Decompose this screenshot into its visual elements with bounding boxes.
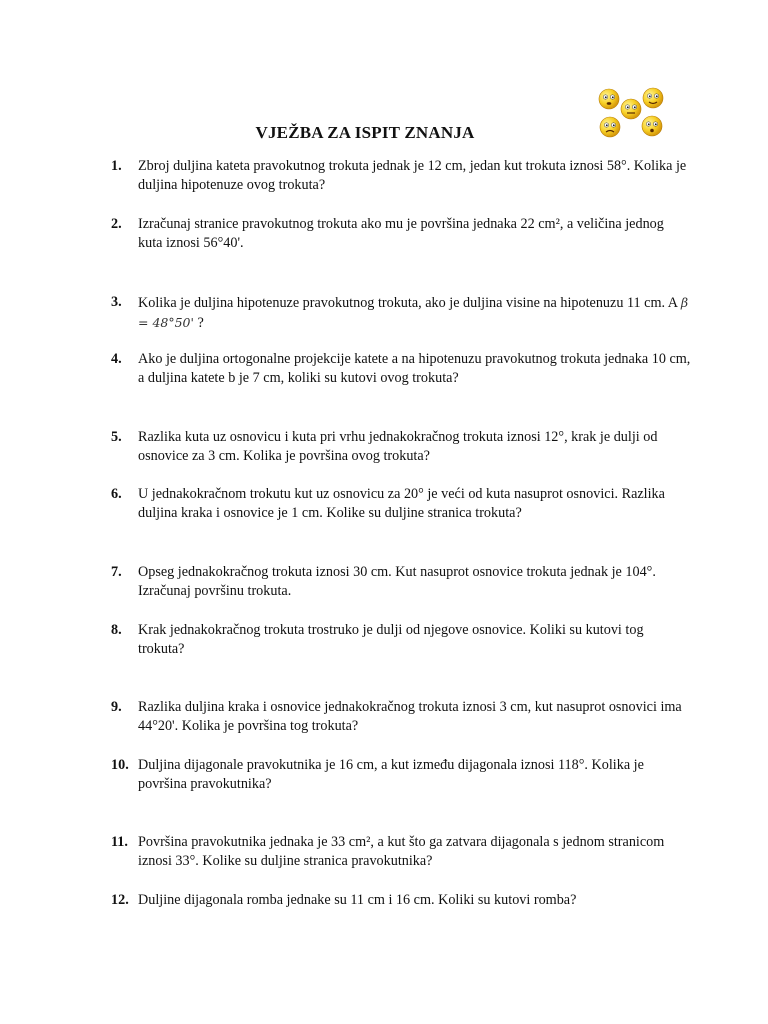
question-item — [111, 756, 691, 794]
question-item — [111, 215, 691, 253]
question-text: Razlika duljina kraka i osnovice jednakokračnog trokuta iznosi 3 cm, kut nasuprot osnovici ima 44°20'. Kolika je površina tog trokuta? — [138, 699, 682, 734]
question-text: Površina pravokutnika jednaka je 33 cm², a kut što ga zatvara dijagonala s jednom stranicom iznosi 33°. Kolike su duljine stranica pravokutnika? — [138, 834, 665, 869]
question-number: 11. — [111, 834, 128, 850]
question-number: 2. — [111, 216, 122, 232]
question-number: 10. — [111, 757, 129, 773]
question-text: Duljina dijagonale pravokutnika je 16 cm, a kut između dijagonala iznosi 118°. Kolika je površina pravokutnika? — [138, 757, 644, 792]
question-text: Izračunaj stranice pravokutnog trokuta ako mu je površina jednaka 22 cm², a veličina jednog kuta iznosi 56°40'. — [138, 216, 664, 251]
question-text-part: ? — [197, 315, 204, 331]
question-text: Razlika kuta uz osnovicu i kuta pri vrhu jednakokračnog trokuta iznosi 12°, krak je dulji od osnovice za 3 cm. Kolika je površina ovog trokuta? — [138, 429, 658, 464]
question-item — [111, 485, 691, 523]
question-item — [111, 698, 691, 736]
question-item — [111, 293, 691, 333]
question-text: U jednakokračnom trokutu kut uz osnovicu za 20° je veći od kuta nasuprot osnovici. Razlika duljina kraka i osnovice je 1 cm. Kolike su duljine stranica trokuta? — [138, 486, 665, 521]
question-text: Krak jednakokračnog trokuta trostruko je dulji od njegove osnovice. Koliki su kutovi tog trokuta? — [138, 622, 644, 657]
question-text: Duljine dijagonala romba jednake su 11 cm i 16 cm. Koliki su kutovi romba? — [138, 892, 577, 908]
question-number: 5. — [111, 429, 122, 445]
question-number: 12. — [111, 892, 129, 908]
question-number: 7. — [111, 564, 122, 580]
question-item — [111, 891, 691, 910]
question-item — [111, 621, 691, 659]
question-text-part: Kolika je duljina hipotenuze pravokutnog trokuta, ako je duljina visine na hipotenuzu 11 cm. A — [138, 295, 678, 311]
angle-formula: β = 48°50' — [138, 295, 689, 330]
question-text: Zbroj duljina kateta pravokutnog trokuta jednak je 12 cm, jedan kut trokuta iznosi 58°. Kolika je duljina hipotenuze ovog trokuta? — [138, 158, 687, 193]
question-text: Opseg jednakokračnog trokuta iznosi 30 cm. Kut nasuprot osnovice trokuta jednak je 104°. Izračunaj površinu trokuta. — [138, 564, 656, 599]
question-number: 3. — [111, 294, 122, 310]
question-number: 1. — [111, 158, 122, 174]
question-item — [111, 428, 691, 466]
question-text: Ako je duljina ortogonalne projekcije katete a na hipotenuzu pravokutnog trokuta jednaka 10 cm, a duljina katete b je 7 cm, koliki su kutovi ovog trokuta? — [138, 351, 691, 386]
page-title: VJEŽBA ZA ISPIT ZNANJA — [255, 123, 475, 142]
question-item — [111, 157, 691, 195]
question-item — [111, 350, 691, 388]
question-number: 8. — [111, 622, 122, 638]
question-number: 4. — [111, 351, 122, 367]
question-number: 6. — [111, 486, 122, 502]
question-item — [111, 563, 691, 601]
question-item — [111, 833, 691, 871]
question-text — [138, 293, 691, 333]
question-number: 9. — [111, 699, 122, 715]
